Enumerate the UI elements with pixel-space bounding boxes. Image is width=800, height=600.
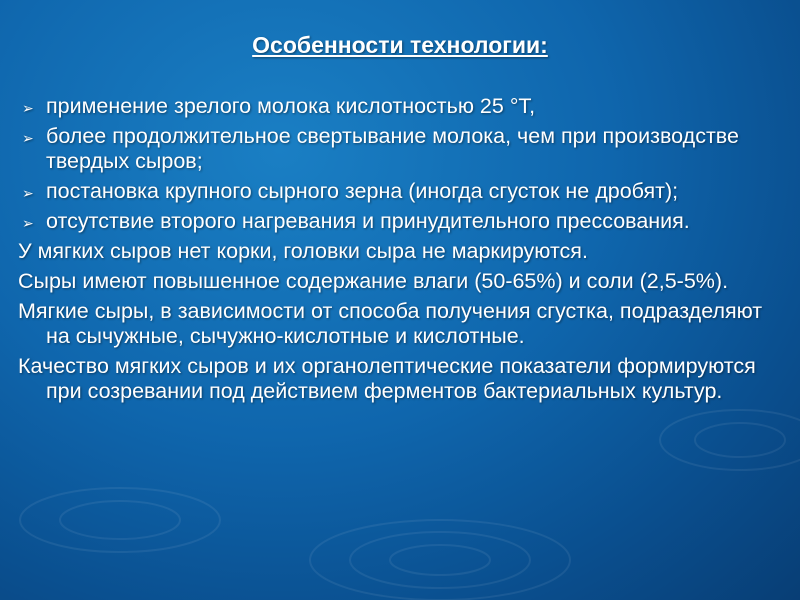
arrow-bullet-icon: ➢ [22,185,34,201]
arrow-bullet-icon: ➢ [22,130,34,146]
paragraph: Качество мягких сыров и их органолептические показатели формируются при созревании под действием ферментов бактериальных культур. [18,354,756,403]
bullet-text: более продолжительное свертывание молока, чем при производстве твердых сыров; [46,124,739,173]
slide-title: Особенности технологии: [252,32,548,58]
bullet-item [18,124,780,174]
paragraph: У мягких сыров нет корки, головки сыра не маркируются. [18,239,588,263]
slide-content [18,94,780,409]
paragraph: Сыры имеют повышенное содержание влаги (50-65%) и соли (2,5-5%). [18,269,729,293]
paragraph: Мягкие сыры, в зависимости от способа получения сгустка, подразделяют на сычужные, сычужно-кислотные и кислотные. [18,299,763,348]
bullet-text: постановка крупного сырного зерна (иногда сгусток не дробят); [46,179,679,203]
bullet-text: отсутствие второго нагревания и принудительного прессования. [46,209,690,233]
bullet-item [18,94,780,119]
bullet-text: применение зрелого молока кислотностью 25 °Т, [46,94,536,118]
arrow-bullet-icon: ➢ [22,215,34,231]
bullet-item [18,209,780,234]
arrow-bullet-icon: ➢ [22,100,34,116]
bullet-item [18,179,780,204]
